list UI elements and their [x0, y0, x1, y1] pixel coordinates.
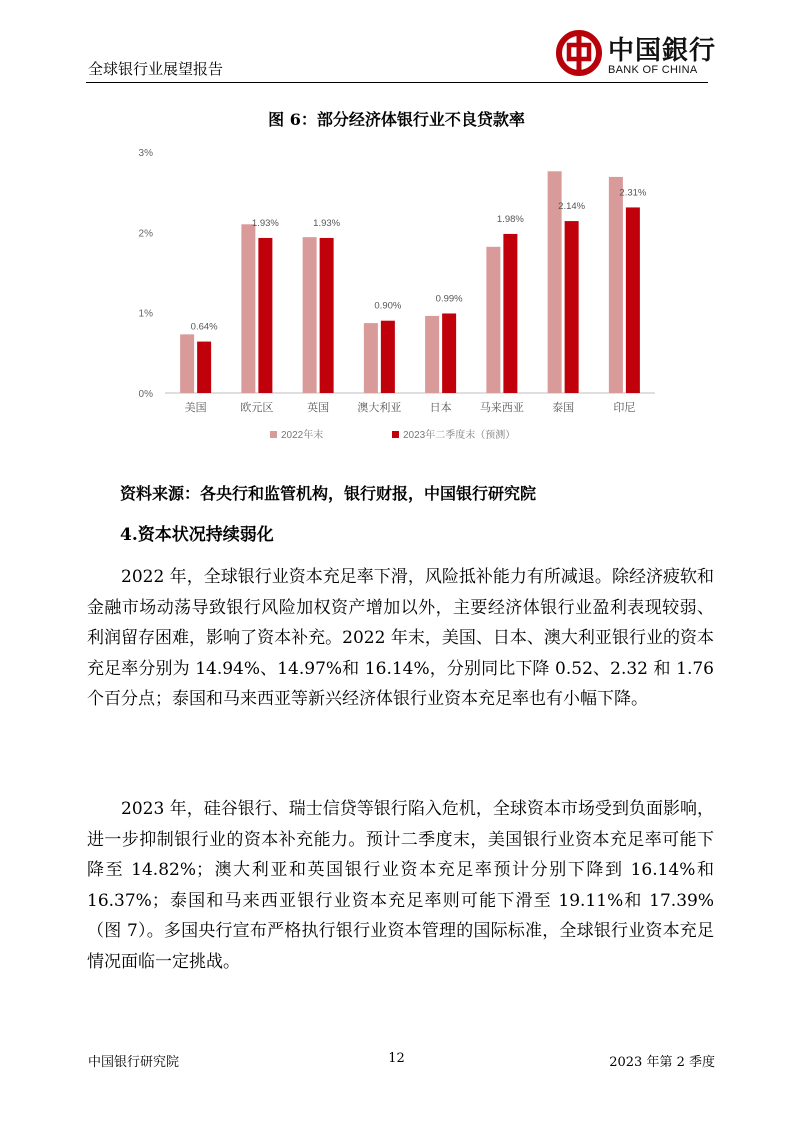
x-tick-label: 美国 — [184, 402, 207, 414]
bar-2022 — [241, 224, 255, 393]
data-label: 2.31% — [619, 187, 647, 199]
data-label: 2.14% — [558, 201, 586, 213]
figure-source: 资料来源：各央行和监管机构，银行财报，中国银行研究院 — [120, 484, 537, 503]
bank-logo-english-name: BANK OF CHINA — [608, 64, 698, 76]
page-number: 12 — [388, 1051, 405, 1066]
bar-2022 — [364, 323, 378, 393]
data-label: 1.93% — [313, 217, 341, 229]
bar-2023q2 — [381, 321, 395, 393]
x-tick-label: 印尼 — [613, 402, 636, 414]
bank-logo-chinese-name: 中国銀行 — [608, 36, 717, 66]
footer-period: 2023 年第 2 季度 — [609, 1055, 715, 1070]
report-title: 全球银行业展望报告 — [88, 60, 224, 78]
x-tick-label: 澳大利亚 — [357, 402, 402, 414]
bar-2023q2 — [503, 234, 517, 393]
data-label: 1.93% — [251, 217, 279, 229]
y-tick-label: 3% — [138, 148, 153, 159]
npl-ratio-bar-chart — [120, 140, 680, 458]
x-tick-label: 泰国 — [552, 402, 575, 414]
data-label: 0.64% — [190, 321, 218, 333]
x-tick-label: 马来西亚 — [479, 402, 524, 414]
bar-2023q2 — [197, 342, 211, 393]
data-label: 1.98% — [496, 213, 524, 225]
body-paragraph-1: 2022 年，全球银行业资本充足率下滑，风险抵补能力有所减退。除经济疲软和金融市场动荡导致银行风险加权资产增加以外，主要经济体银行业盈利表现较弱、利润留存困难，影响了资本补充。2022 年末，美国、日本、澳大利亚银行业的资本充足率分别为 14.94%、14.97%和 16.14%，分别同比下降 0.52、2.32 和 1.76 个百分点；泰国和马来西亚等新兴经济体银行业资本充足率也有小幅下降。 — [87, 567, 714, 709]
y-tick-label: 1% — [138, 308, 153, 320]
y-tick-label: 0% — [138, 389, 153, 400]
legend-label: 2023年二季度末（预测） — [403, 430, 516, 441]
bar-2023q2 — [565, 221, 579, 393]
legend-swatch-2022 — [270, 431, 277, 438]
bar-2023q2 — [258, 238, 272, 393]
bar-2022 — [425, 316, 439, 393]
x-tick-label: 日本 — [429, 402, 452, 414]
bar-2023q2 — [442, 313, 456, 393]
bar-2022 — [609, 177, 623, 393]
x-tick-label: 欧元区 — [240, 402, 274, 414]
bar-2022 — [180, 334, 194, 393]
bar-2023q2 — [626, 207, 640, 393]
legend-swatch-2023q2 — [392, 431, 399, 438]
bank-logo — [556, 28, 717, 80]
legend-label: 2022年末 — [281, 430, 324, 441]
x-tick-label: 英国 — [307, 402, 330, 414]
bar-2023q2 — [320, 238, 334, 393]
y-tick-label: 2% — [138, 228, 153, 240]
figure-title: 图 6：部分经济体银行业不良贷款率 — [268, 110, 525, 129]
data-label: 0.90% — [374, 300, 402, 312]
data-label: 0.99% — [435, 293, 463, 305]
footer-institution: 中国银行研究院 — [88, 1055, 180, 1070]
bank-logo-icon — [556, 30, 602, 76]
section-heading: 4.资本状况持续弱化 — [120, 525, 274, 545]
header-divider — [86, 82, 708, 83]
bar-2022 — [303, 237, 317, 393]
bar-2022 — [486, 247, 500, 393]
body-paragraph-2: 2023 年，硅谷银行、瑞士信贷等银行陷入危机，全球资本市场受到负面影响，进一步抑制银行业的资本补充能力。预计二季度末，美国银行业资本充足率可能下降至 14.82%；澳大利亚和英国银行业资本充足率预计分别下降到 16.14%和 16.37%；泰国和马来西亚银行业资本充足率则可能下滑至 19.11%和 17.39%（图 7）。多国央行宣布严格执行银行业资本管理的国际标准，全球银行业资本充足情况面临一定挑战。 — [87, 799, 714, 972]
